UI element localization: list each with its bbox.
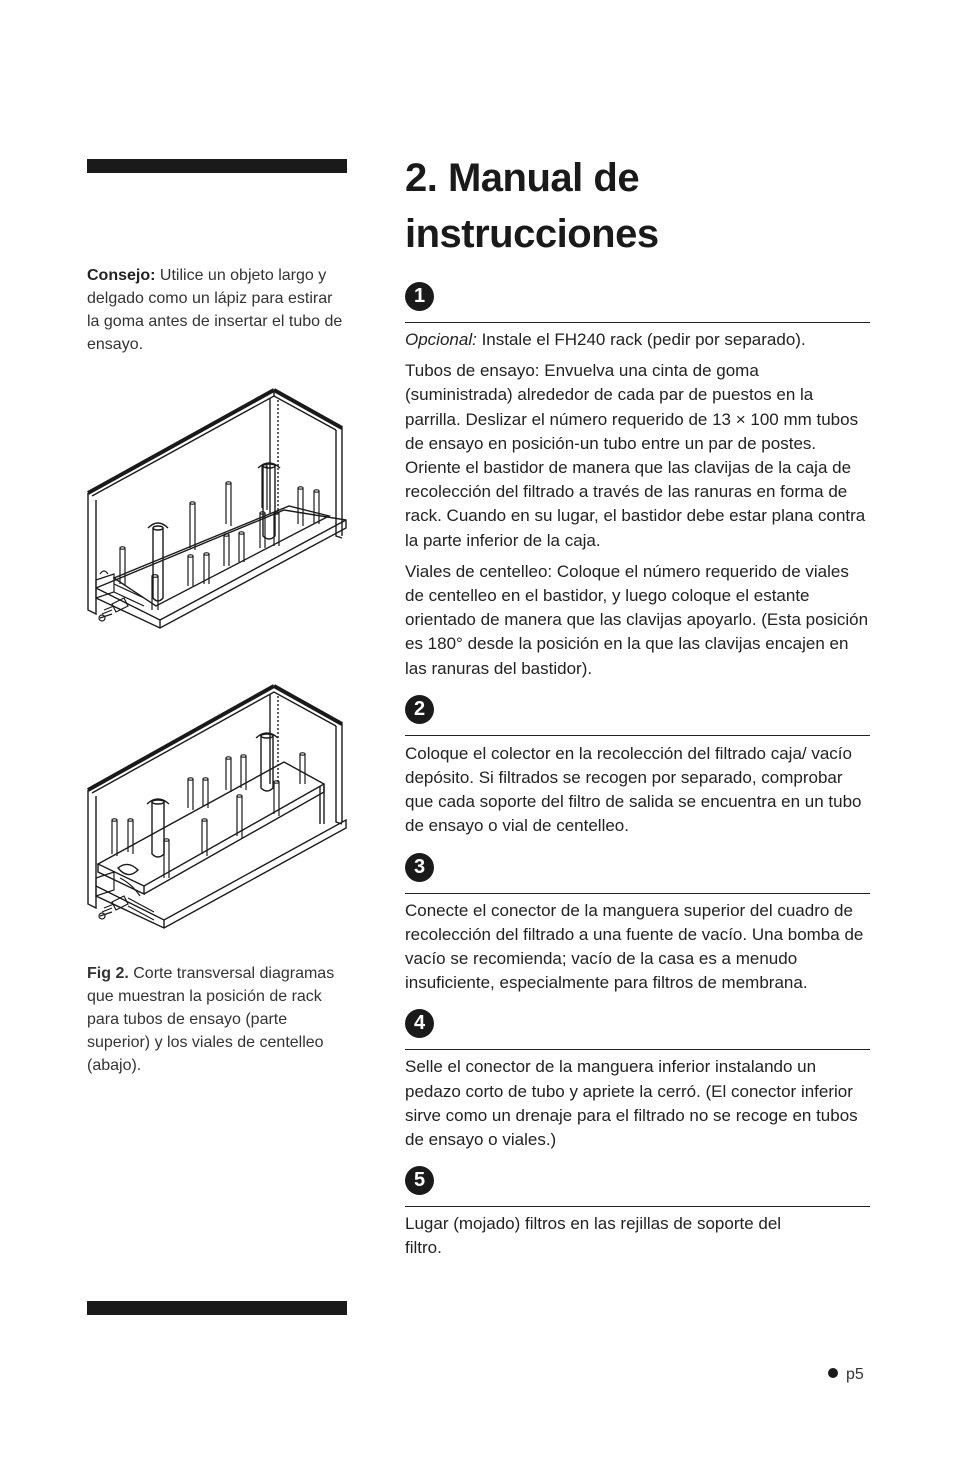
step-2: [405, 689, 870, 839]
step-number-badge: 3: [405, 853, 434, 882]
step-header: [405, 1003, 870, 1050]
step-text: Viales de centelleo: Coloque el número requerido de viales de centelleo en el bastidor, y luego coloque el estante orientado de manera que las clavijas apoyarlo. (Esta posición es 180° desde la posición en la que las clavijas encajen en las ranuras del bastidor).: [405, 561, 869, 678]
step-header: [405, 276, 870, 323]
tip-text: Utilice un objeto largo y delgado como un lápiz para estirar la goma antes de insertar el tubo de ensayo.: [87, 267, 343, 353]
bullet-icon: [828, 1368, 838, 1378]
step-number-badge: 1: [405, 282, 434, 311]
step-text: Selle el conector de la manguera inferior instalando un pedazo corto de tubo y apriete la cerró. (El conector inferior sirve como un drenaje para el filtrado no se recoge en tubos de ensayo o viales.): [405, 1057, 858, 1150]
main-content: [405, 150, 870, 1261]
step-number-badge: 2: [405, 695, 434, 724]
step-text: Conecte el conector de la manguera superior del cuadro de recolección del filtrado a una fuente de vacío. Una bomba de vacío se recomienda; vacío de la casa es a menudo insuficiente, especialmente para filtros de membrana.: [405, 900, 864, 993]
tip-note: [87, 264, 349, 356]
decorative-rule-top: [87, 159, 347, 173]
optional-label: Opcional:: [405, 330, 477, 349]
step-header: [405, 689, 870, 736]
page-number-text: p5: [846, 1366, 864, 1383]
step-3: [405, 847, 870, 996]
step-number-badge: 5: [405, 1166, 434, 1195]
step-text: Coloque el colector en la recolección del filtrado caja/ vacío depósito. Si filtrados se recogen por separado, comprobar que cada soporte del filtro de salida se encuentra en un tubo de ensayo o vial de centelleo.: [405, 743, 862, 836]
step-text: Tubos de ensayo: Envuelva una cinta de goma (suministrada) alrededor de cada par de puestos en la parrilla. Deslizar el número requerido de 13 × 100 mm tubos de ensayo en posición-un tubo entre un par de postes. Oriente el bastidor de manera que las clavijas de la caja de recolección del filtrado a través de las ranuras en forma de rack. Cuando en su lugar, el bastidor debe estar plana contra la parte inferior de la caja.: [405, 361, 866, 550]
figure-scintillation-vial-rack: [84, 684, 350, 934]
figure-test-tube-rack: [84, 388, 350, 636]
step-5: [405, 1160, 870, 1260]
step-4: [405, 1003, 870, 1152]
decorative-rule-bottom: [87, 1301, 347, 1315]
figure-label: Fig 2.: [87, 965, 129, 982]
figure-caption-text: Corte transversal diagramas que muestran la posición de rack para tubos de ensayo (parte superior) y los viales de centelleo (abajo).: [87, 965, 335, 1074]
optional-text: Instale el FH240 rack (pedir por separado).: [481, 330, 806, 349]
figure-caption: [87, 962, 349, 1077]
step-header: [405, 1160, 870, 1207]
step-header: [405, 847, 870, 894]
optional-note: [405, 328, 870, 352]
page-number: [828, 1366, 864, 1384]
step-text: Lugar (mojado) filtros en las rejillas de soporte del filtro.: [405, 1214, 782, 1258]
step-1: [405, 276, 870, 681]
page-title: 2. Manual de instrucciones: [405, 156, 659, 256]
step-number-badge: 4: [405, 1009, 434, 1038]
tip-label: Consejo:: [87, 267, 156, 284]
